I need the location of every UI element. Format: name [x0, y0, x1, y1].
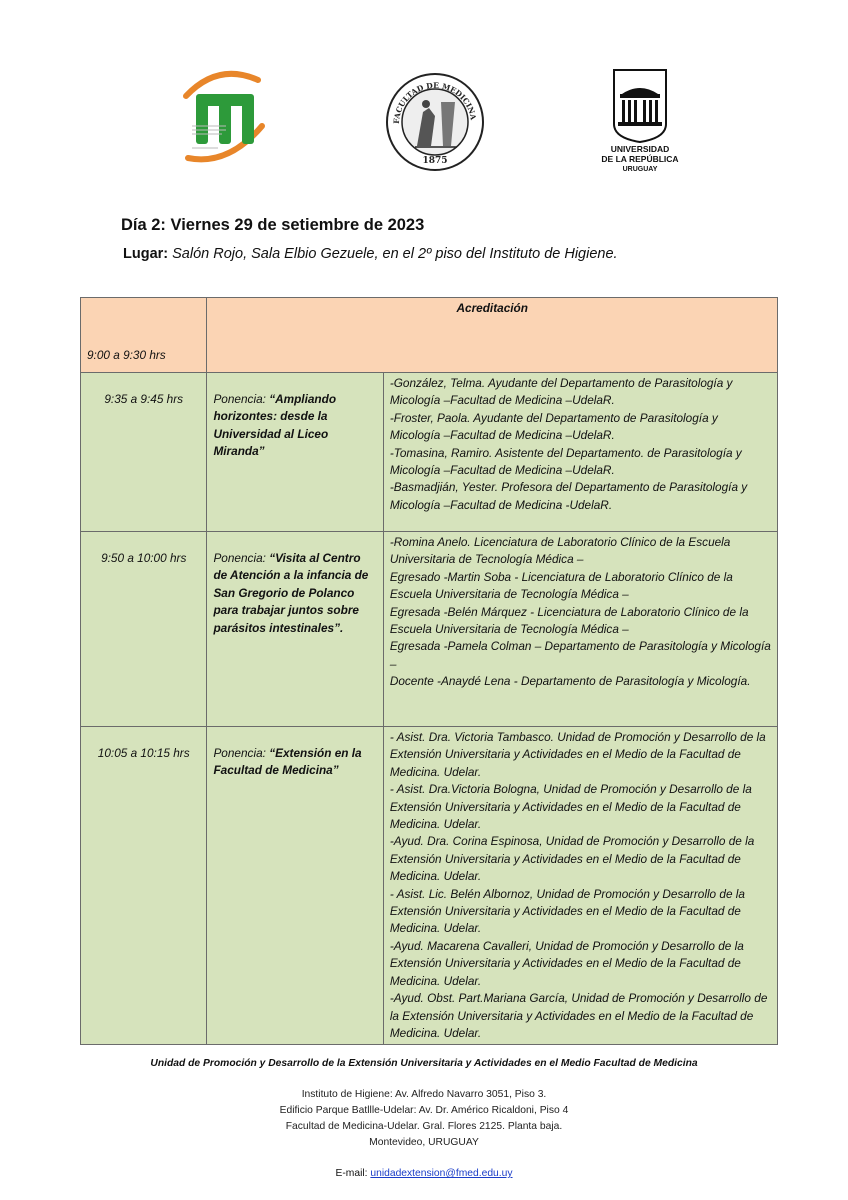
speaker-entry: -Tomasina, Ramiro. Asistente del Departamento. de Parasitología y Micología –Facultad de Medicina –UdelaR.: [389, 445, 742, 478]
table-row: [81, 373, 778, 532]
email-label: E-mail:: [335, 1168, 371, 1179]
talk-title: “Extensión en la Facultad de Medicina”: [213, 746, 362, 778]
seal-text: FACULTAD DE MEDICINA: [391, 80, 478, 125]
session-time: 9:35 a 9:45 hrs: [81, 373, 207, 532]
venue-text: Salón Rojo, Sala Elbio Gezuele, en el 2º piso del Instituto de Higiene.: [172, 246, 618, 262]
email-link[interactable]: unidadextension@fmed.edu.uy: [370, 1168, 513, 1179]
accreditation-label: Acreditación: [207, 298, 778, 373]
venue-line: [123, 246, 618, 262]
accreditation-time: 9:00 a 9:30 hrs: [81, 298, 207, 373]
footer-unit-name: Unidad de Promoción y Desarrollo de la Extensión Universitaria y Actividades en el Medio Facultad de Medicina: [150, 1058, 698, 1069]
udelar-line-1: UNIVERSIDAD: [610, 144, 670, 154]
talk-prefix: Ponencia:: [213, 392, 270, 406]
venue-label: Lugar:: [123, 246, 169, 262]
speaker-entry: - Asist. Dra. Victoria Tambasco. Unidad de Promoción y Desarrollo de la Extensión Universitaria y Actividades en el Medio de la Facultad de Medicina. Udelar.: [389, 730, 766, 779]
table-row: [81, 532, 778, 727]
session-speakers: [383, 532, 777, 727]
udelar-line-2: DE LA REPÚBLICA: [601, 154, 679, 164]
session-talk: [207, 373, 383, 532]
footer-address-line: Facultad de Medicina-Udelar. Gral. Flores 2125. Planta baja.: [285, 1121, 563, 1132]
accreditation-row: [81, 298, 778, 373]
speaker-entry: - Asist. Lic. Belén Albornoz, Unidad de Promoción y Desarrollo de la Extensión Universitaria y Actividades en el Medio de la Facultad de Medicina. Udelar.: [389, 886, 745, 936]
talk-prefix: Ponencia:: [213, 551, 270, 565]
udelar-logo: [594, 68, 686, 174]
footer-address-line: Instituto de Higiene: Av. Alfredo Navarro 3051, Piso 3.: [301, 1089, 547, 1100]
talk-title: “Visita al Centro de Atención a la infancia de San Gregorio de Polanco para trabajar juntos sobre parásitos intestinales”.: [213, 551, 369, 635]
speaker-entry: -González, Telma. Ayudante del Departamento de Parasitología y Micología –Facultad de Medicina –UdelaR.: [389, 376, 733, 408]
seal-year: 1875: [422, 156, 448, 166]
speaker-entry: -Ayud. Macarena Cavalleri, Unidad de Promoción y Desarrollo de la Extensión Universitaria y Actividades en el Medio de la Facultad de Medicina. Udelar.: [389, 938, 744, 988]
footer-address-line: Montevideo, URUGUAY: [369, 1137, 479, 1148]
speaker-entry: Egresada -Belén Márquez - Licenciatura de Laboratorio Clínico de la Escuela Universitaria de Tecnología Médica –: [389, 604, 749, 637]
session-time: 9:50 a 10:00 hrs: [81, 532, 207, 727]
session-time: 10:05 a 10:15 hrs: [81, 727, 207, 1045]
speaker-entry: - Asist. Dra.Victoria Bologna, Unidad de Promoción y Desarrollo de la Extensión Universitaria y Actividades en el Medio de la Facultad de Medicina. Udelar.: [389, 782, 752, 832]
footer-address-line: Edificio Parque Batllle-Udelar: Av. Dr. Américo Ricaldoni, Piso 4: [279, 1105, 569, 1116]
footer-email: [0, 1168, 848, 1179]
session-talk: [207, 727, 383, 1045]
schedule-table: [80, 297, 778, 1045]
speaker-entry: Egresado -Martin Soba - Licenciatura de Laboratorio Clínico de la Escuela Universitaria de Tecnología Médica –: [389, 569, 733, 602]
session-speakers: [383, 373, 777, 532]
session-talk: [207, 532, 383, 727]
faculty-of-medicine-seal: [385, 72, 485, 172]
table-row: [81, 727, 778, 1045]
udelar-line-3: URUGUAY: [622, 166, 658, 173]
talk-title: “Ampliando horizontes: desde la Universidad al Liceo Miranda”: [213, 392, 337, 459]
speaker-entry: Egresada -Pamela Colman – Departamento de Parasitología y Micología –: [389, 639, 771, 671]
session-speakers: [383, 727, 777, 1045]
talk-prefix: Ponencia:: [213, 746, 270, 760]
speaker-entry: -Basmadjián, Yester. Profesora del Departamento de Parasitología y Micología –Facultad de Medicina -UdelaR.: [389, 480, 748, 512]
speaker-entry: Docente -Anaydé Lena - Departamento de Parasitología y Micología.: [389, 674, 751, 689]
speaker-entry: -Ayud. Dra. Corina Espinosa, Unidad de Promoción y Desarrollo de la Extensión Universitaria y Actividades en el Medio de la Facultad de Medicina. Udelar.: [389, 834, 755, 884]
speaker-entry: -Romina Anelo. Licenciatura de Laboratorio Clínico de la Escuela Universitaria de Tecnología Médica –: [389, 535, 731, 567]
day-title: Día 2: Viernes 29 de setiembre de 2023: [121, 216, 425, 234]
extension-unit-logo: [178, 66, 270, 166]
speaker-entry: -Froster, Paola. Ayudante del Departamento de Parasitología y Micología –Facultad de Medicina –UdelaR.: [389, 410, 718, 443]
speaker-entry: -Ayud. Obst. Part.Mariana García, Unidad de Promoción y Desarrollo de la Extensión Universitaria y Actividades en el Medio de la Facultad de Medicina. Udelar.: [389, 991, 768, 1040]
